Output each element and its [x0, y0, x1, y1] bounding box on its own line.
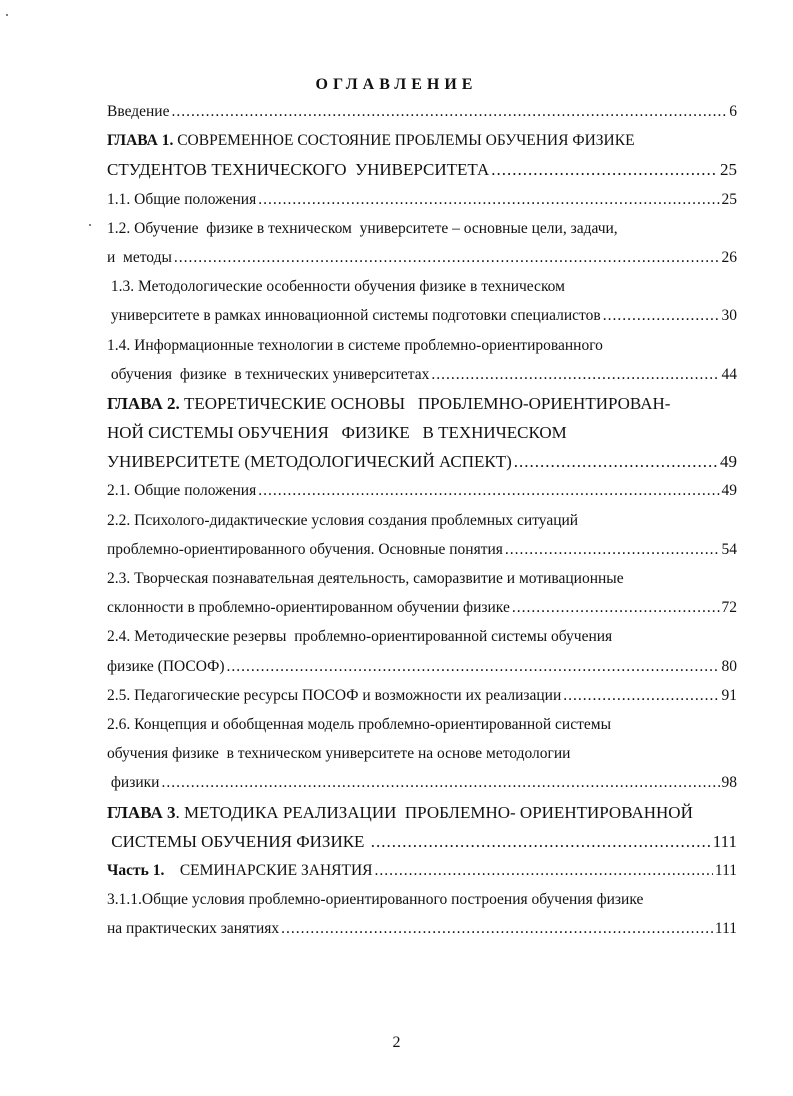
toc-entry	[107, 535, 737, 564]
dot-leader	[505, 535, 720, 564]
toc-entry-text: СИСТЕМЫ ОБУЧЕНИЯ ФИЗИКЕ	[107, 831, 369, 851]
toc-entry-label	[107, 476, 256, 505]
toc-entry	[107, 447, 737, 476]
toc-entry-label	[107, 506, 578, 535]
toc-page-number: 49	[721, 482, 737, 500]
toc-page-number: 49	[720, 452, 737, 472]
toc-entry	[107, 681, 737, 710]
toc-entry-text: 3.1.1.Общие условия проблемно-ориентированного построения обучения физике	[107, 891, 644, 909]
toc-entry-label	[107, 827, 369, 856]
toc-entry-text: 2.4. Методические резервы проблемно-ориентированной системы обучения	[107, 628, 613, 646]
dot-leader	[258, 185, 719, 214]
toc-entry-text: 1.2. Обучение физике в техническом университете – основные цели, задачи,	[107, 219, 618, 237]
toc-entry-label	[107, 97, 169, 126]
chapter-prefix: ГЛАВА 1.	[107, 132, 174, 150]
toc-entry-label	[107, 272, 565, 301]
toc-entry	[107, 652, 737, 681]
dot-leader	[603, 301, 720, 330]
dot-leader	[281, 914, 713, 943]
toc-entry-label	[107, 301, 601, 330]
toc-entry	[107, 243, 737, 272]
toc-page-number: 25	[721, 190, 737, 208]
toc-line	[107, 564, 737, 593]
toc-entry-text: университете в рамках инновационной системы подготовки специалистов	[107, 307, 601, 325]
toc-entry-text: 2.6. Концепция и обобщенная модель проблемно-ориентированной системы	[107, 715, 611, 733]
dot-leader	[171, 97, 727, 126]
toc-entry-text: 2.1. Общие положения	[107, 482, 257, 500]
toc-line	[107, 885, 737, 914]
toc-entry-text: СТУДЕНТОВ ТЕХНИЧЕСКОГО УНИВЕРСИТЕТА	[107, 160, 490, 180]
scan-speck	[89, 224, 91, 226]
scan-speck	[6, 14, 8, 16]
toc-entry-text: 2.2. Психолого-дидактические условия создания проблемных ситуаций	[107, 511, 579, 529]
toc-page-number: 6	[729, 103, 737, 120]
dot-leader	[371, 827, 711, 856]
toc-line	[107, 214, 737, 243]
toc-entry-text: 1.4. Информационные технологии в системе проблемно-ориентированного	[107, 336, 603, 354]
toc-entry-text: физики	[107, 774, 160, 792]
toc-entry-text: ТЕОРЕТИЧЕСКИЕ ОСНОВЫ ПРОБЛЕМНО-ОРИЕНТИРОВАН-	[179, 393, 671, 413]
toc-entry-label	[107, 447, 512, 476]
toc-entry-text: физике (ПОСОФ)	[107, 657, 225, 675]
toc-entry-text: СЕМИНАРСКИЕ ЗАНЯТИЯ	[164, 861, 373, 879]
toc-entry-label	[107, 593, 510, 622]
toc-line	[107, 710, 737, 739]
chapter-prefix: Часть 1.	[107, 861, 165, 879]
toc-entry-text: 1.3. Методологические особенности обучения физике в техническом	[107, 278, 565, 296]
toc-entry-label	[107, 885, 643, 914]
toc-page-number: 25	[720, 160, 737, 180]
toc-page-number: 54	[721, 540, 737, 558]
toc-entry-text: 2.3. Творческая познавательная деятельность, саморазвитие и мотивационные	[107, 570, 624, 587]
toc-entry-text: 1.1. Общие положения	[107, 190, 257, 208]
toc-entry	[107, 301, 737, 330]
toc-entry-text: 2.5. Педагогические ресурсы ПОСОФ и возможности их реализации	[107, 686, 562, 704]
toc-entry-label	[107, 155, 489, 184]
toc-entry-label	[107, 185, 256, 214]
toc-page-number: 44	[721, 365, 737, 383]
toc-entry-label	[107, 535, 503, 564]
dot-leader	[514, 447, 718, 476]
toc-entry-label	[107, 914, 279, 943]
toc-line	[107, 272, 737, 301]
dot-leader	[563, 681, 719, 710]
toc-line	[107, 739, 737, 768]
toc-entry	[107, 155, 737, 184]
toc-entry-label	[107, 652, 225, 681]
toc-page-number: 111	[714, 920, 737, 938]
dot-leader	[161, 768, 719, 797]
toc-entry	[107, 185, 737, 214]
toc-entry-label	[107, 622, 612, 651]
toc-entry	[107, 476, 737, 505]
toc-entry	[107, 360, 737, 389]
toc-entry-label	[107, 214, 618, 243]
table-of-contents	[107, 97, 737, 943]
toc-entry-text: склонности в проблемно-ориентированном обучении физике	[107, 599, 510, 617]
toc-page-number: 26	[721, 248, 737, 266]
toc-entry-text: . МЕТОДИКА РЕАЛИЗАЦИИ ПРОБЛЕМНО- ОРИЕНТИРОВАННОЙ	[175, 802, 693, 822]
toc-entry-label	[107, 126, 635, 155]
dot-leader	[258, 476, 719, 505]
toc-line	[107, 331, 737, 360]
toc-page-number: 80	[721, 657, 737, 675]
toc-entry-text: НОЙ СИСТЕМЫ ОБУЧЕНИЯ ФИЗИКЕ В ТЕХНИЧЕСКОМ	[107, 423, 567, 443]
toc-entry-label	[107, 856, 373, 885]
toc-entry-text: обучения физике в техническом университете на основе методологии	[107, 745, 571, 763]
toc-page-number: 91	[721, 686, 737, 704]
toc-entry	[107, 914, 737, 943]
toc-entry-label	[107, 243, 172, 272]
toc-entry-text: СОВРЕМЕННОЕ СОСТОЯНИЕ ПРОБЛЕМЫ ОБУЧЕНИЯ ФИЗИКЕ	[173, 132, 635, 150]
toc-entry-label	[107, 360, 429, 389]
toc-entry-label	[107, 564, 624, 593]
toc-entry-label	[107, 768, 159, 797]
dot-leader	[431, 360, 719, 389]
dot-leader	[512, 593, 720, 622]
toc-page-number: 111	[712, 831, 737, 851]
toc-line	[107, 126, 737, 155]
toc-page-number: 72	[721, 599, 737, 617]
toc-entry-text: Введение	[107, 103, 170, 120]
toc-line	[107, 389, 737, 418]
toc-entry	[107, 768, 737, 797]
page-title: ОГЛАВЛЕНИЕ	[315, 76, 478, 93]
toc-entry-text: и методы	[107, 248, 172, 266]
toc-entry-text: на практических занятиях	[107, 920, 280, 938]
toc-entry	[107, 856, 737, 885]
chapter-prefix: ГЛАВА 3	[107, 802, 176, 822]
toc-entry-label	[107, 798, 693, 827]
page-number: 2	[392, 1034, 401, 1051]
toc-entry-text: проблемно-ориентированного обучения. Основные понятия	[107, 540, 503, 558]
toc-entry-label	[107, 681, 561, 710]
toc-page-number: 30	[721, 307, 737, 325]
dot-leader	[491, 155, 718, 184]
toc-entry-text: УНИВЕРСИТЕТЕ (МЕТОДОЛОГИЧЕСКИЙ АСПЕКТ)	[107, 452, 512, 472]
dot-leader	[375, 856, 713, 885]
toc-entry-label	[107, 710, 611, 739]
toc-page-number: 98	[721, 774, 737, 792]
dot-leader	[227, 652, 720, 681]
toc-line	[107, 798, 737, 827]
toc-line	[107, 418, 737, 447]
toc-entry-label	[107, 389, 670, 418]
toc-line	[107, 506, 737, 535]
toc-entry	[107, 593, 737, 622]
toc-entry-text: обучения физике в технических университетах	[107, 365, 430, 383]
toc-line	[107, 622, 737, 651]
toc-entry-label	[107, 739, 570, 768]
toc-entry	[107, 827, 737, 856]
dot-leader	[174, 243, 720, 272]
toc-entry-label	[107, 418, 567, 447]
chapter-prefix: ГЛАВА 2.	[107, 393, 180, 413]
toc-entry	[107, 97, 737, 126]
toc-page-number: 111	[714, 861, 737, 879]
toc-entry-label	[107, 331, 603, 360]
